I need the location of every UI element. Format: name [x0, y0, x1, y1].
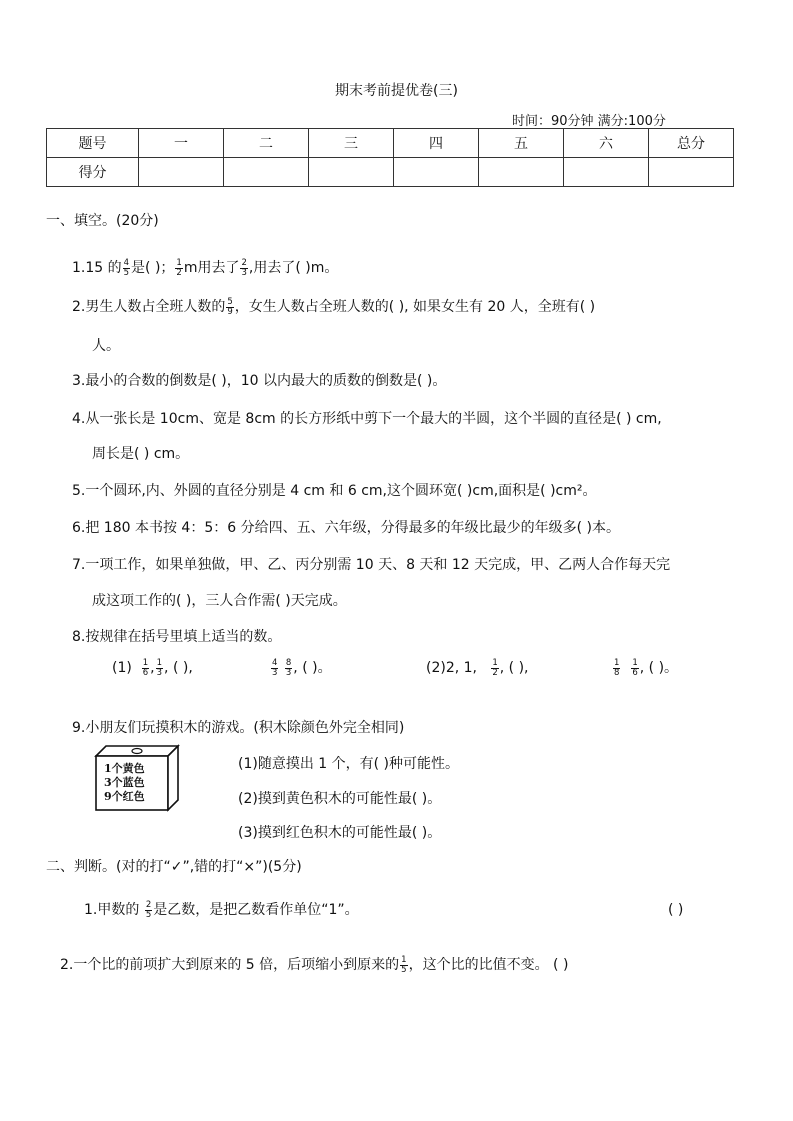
denominator: 2	[492, 667, 498, 678]
answer-blank[interactable]: , ( ),	[499, 660, 529, 676]
fraction	[240, 259, 247, 278]
numerator: 1	[492, 657, 498, 668]
numerator: 1	[156, 657, 163, 668]
fraction	[226, 298, 233, 317]
question-8-part-2-cont	[612, 658, 678, 678]
question-text: ,用去了( )m。	[248, 260, 339, 276]
denominator: 3	[272, 667, 278, 678]
score-cell[interactable]	[224, 158, 309, 187]
fraction	[156, 659, 163, 678]
answer-blank[interactable]: , ( ),	[164, 660, 193, 676]
table-header-cell: 总分	[649, 129, 734, 158]
numerator: 8	[285, 657, 292, 668]
part-label: (1)	[112, 660, 132, 676]
page-title: 期末考前提优卷(三)	[335, 83, 458, 99]
question-text: ，这个比的比值不变。 ( )	[408, 957, 569, 973]
fraction	[142, 659, 149, 678]
question-2	[72, 297, 595, 317]
score-cell[interactable]	[564, 158, 649, 187]
table-header-cell: 三	[309, 129, 394, 158]
fraction	[271, 659, 278, 678]
question-5: 5.一个圆环,内、外圆的直径分别是 4 cm 和 6 cm,这个圆环宽( )cm,面积是( )cm²。	[72, 483, 597, 499]
question-text: m用去了	[183, 260, 240, 276]
question-8-part-2	[426, 658, 529, 678]
question-9-sub-2: (2)摸到黄色积木的可能性最( )。	[238, 791, 442, 807]
question-4-cont: 周长是( ) cm。	[92, 446, 190, 462]
question-2-cont: 人。	[92, 338, 120, 354]
denominator: 5	[123, 267, 130, 278]
question-8: 8.按规律在括号里填上适当的数。	[72, 629, 282, 645]
question-4: 4.从一张长是 10cm、宽是 8cm 的长方形纸中剪下一个最大的半圆，这个半圆的直径是( ) cm,	[72, 411, 662, 427]
denominator: 6	[632, 667, 638, 678]
numerator: 2	[145, 899, 152, 910]
denominator: 8	[614, 667, 620, 678]
box-line: 9个红色	[104, 790, 145, 803]
fraction	[613, 659, 620, 678]
fraction	[631, 659, 638, 678]
fraction	[123, 259, 130, 278]
part-label: (2)2, 1,	[426, 660, 477, 676]
judge-question-2	[60, 955, 568, 975]
numerator: 1	[632, 657, 638, 668]
numerator: 5	[227, 296, 233, 307]
section-heading-judge: 二、判断。(对的打“✓”,错的打“×”)(5分)	[46, 859, 302, 875]
question-7-cont: 成这项工作的( )，三人合作需( )天完成。	[92, 593, 347, 609]
denominator: 3	[156, 667, 163, 678]
numerator: 4	[272, 657, 278, 668]
question-9-sub-1: (1)随意摸出 1 个，有( )种可能性。	[238, 756, 460, 772]
question-9: 9.小朋友们玩摸积木的游戏。(积木除颜色外完全相同)	[72, 720, 405, 736]
denominator: 5	[401, 964, 407, 975]
denominator: 3	[285, 667, 292, 678]
exam-meta: 时间：90分钟 满分:100分	[512, 114, 666, 129]
fraction	[400, 956, 407, 975]
score-cell[interactable]	[309, 158, 394, 187]
question-text: 2.一个比的前项扩大到原来的 5 倍，后项缩小到原来的	[60, 957, 400, 973]
judge-answer-paren[interactable]: ( )	[668, 902, 684, 918]
question-text: 1.甲数的	[84, 902, 140, 918]
table-header-cell: 六	[564, 129, 649, 158]
answer-blank[interactable]: , ( )。	[293, 660, 332, 676]
fraction	[175, 259, 182, 278]
score-cell[interactable]	[394, 158, 479, 187]
table-row-label: 得分	[47, 158, 139, 187]
score-table-row	[47, 158, 734, 187]
score-table-header-row	[47, 129, 734, 158]
box-line: 3个蓝色	[104, 776, 145, 789]
fraction	[285, 659, 292, 678]
numerator: 1	[176, 257, 182, 268]
table-header-cell: 二	[224, 129, 309, 158]
question-9-sub-3: (3)摸到红色积木的可能性最( )。	[238, 825, 442, 841]
question-6: 6.把 180 本书按 4：5：6 分给四、五、六年级，分得最多的年级比最少的年级多( )本。	[72, 520, 620, 536]
judge-question-1	[84, 900, 359, 920]
question-text: 是乙数，是把乙数看作单位“1”。	[153, 902, 359, 918]
score-cell[interactable]	[649, 158, 734, 187]
question-1	[72, 258, 338, 278]
denominator: 9	[227, 306, 233, 317]
denominator: 5	[145, 909, 152, 920]
answer-blank[interactable]: , ( )。	[639, 660, 679, 676]
table-header-cell: 五	[479, 129, 564, 158]
box-label	[104, 762, 145, 804]
question-text: 是( )；	[131, 260, 175, 276]
denominator: 2	[176, 267, 182, 278]
question-8-part-1-cont	[270, 658, 332, 678]
numerator: 1	[401, 954, 407, 965]
question-3: 3.最小的合数的倒数是( )，10 以内最大的质数的倒数是( )。	[72, 373, 447, 389]
table-header-cell: 一	[139, 129, 224, 158]
denominator: 6	[142, 667, 149, 678]
section-heading-fill-blank: 一、填空。(20分)	[46, 213, 159, 229]
numerator: 1	[142, 657, 149, 668]
fraction	[145, 901, 152, 920]
score-cell[interactable]	[139, 158, 224, 187]
numerator: 2	[241, 257, 247, 268]
score-table	[46, 128, 734, 187]
question-8-part-1: (1) $\frac{1}{6}$ , $\frac{1}{3}$ , ( ),	[112, 657, 193, 678]
denominator: 3	[241, 267, 247, 278]
numerator: 4	[123, 257, 130, 268]
fraction	[491, 659, 498, 678]
question-text: 1.15 的	[72, 260, 122, 276]
numerator: 1	[614, 657, 620, 668]
question-text: ，女生人数占全班人数的( ), 如果女生有 20 人，全班有( )	[234, 299, 596, 315]
table-header-cell: 题号	[47, 129, 139, 158]
box-line: 1个黄色	[104, 762, 145, 775]
question-7: 7.一项工作，如果单独做，甲、乙、丙分别需 10 天、8 天和 12 天完成，甲、乙两人合作每天完	[72, 557, 671, 573]
score-cell[interactable]	[479, 158, 564, 187]
table-header-cell: 四	[394, 129, 479, 158]
question-text: 2.男生人数占全班人数的	[72, 299, 226, 315]
